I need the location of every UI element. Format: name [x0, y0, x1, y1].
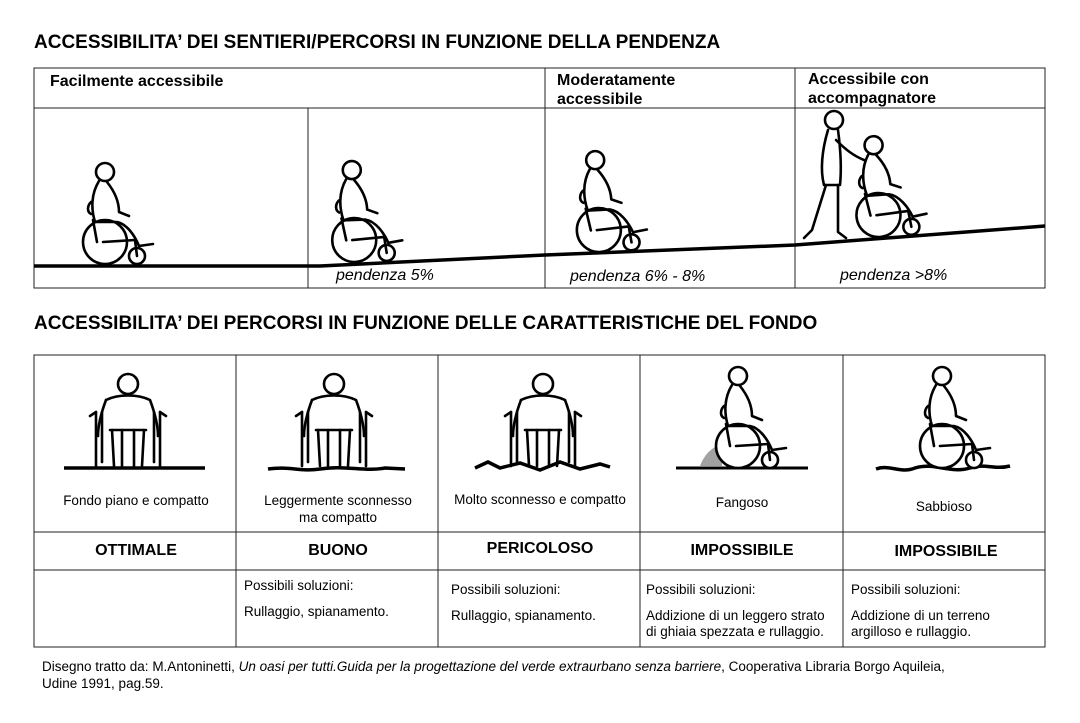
rating-label: BUONO: [308, 542, 368, 559]
wheelchair-sand-icon: [920, 367, 990, 468]
wheelchair-flat-icon: [83, 163, 153, 264]
solution-cell: Possibili soluzioni: Addizione di un leggero strato di ghiaia spezzata e rullaggio.: [646, 582, 825, 639]
wheelchair-front-icon: [505, 374, 581, 466]
rating-label: PERICOLOSO: [486, 540, 594, 557]
wheelchair-front-icon: [296, 374, 372, 466]
wheelchair-mud-icon: [716, 367, 786, 468]
ground-rough-icon: [475, 462, 610, 470]
solution-cell: Possibili soluzioni: Addizione di un terreno argilloso e rullaggio.: [851, 582, 990, 639]
source-credit: Disegno tratto da: M.Antoninetti, Un oasi per tutti.Guida per la progettazione del verde extraurbano senza barriere, Cooperativa Libraria Borgo Aquileia, Udine 1991, pag.59.: [42, 659, 945, 691]
wheelchair-slope-8-icon: [851, 133, 928, 239]
slope-section-title: ACCESSIBILITA’ DEI SENTIERI/PERCORSI IN FUNZIONE DELLA PENDENZA: [34, 32, 721, 53]
slope-label-5: pendenza 5%: [336, 267, 434, 284]
wheelchair-slope-6-8-icon: [573, 149, 648, 254]
rating-label: IMPOSSIBILE: [690, 542, 794, 559]
surface-caption: Leggermente sconnesso ma compatto: [264, 493, 412, 525]
surface-caption: Fondo piano e compatto: [63, 493, 209, 508]
category-moderate: Moderatamente accessibile: [557, 72, 676, 108]
rating-label: IMPOSSIBILE: [894, 543, 998, 560]
slope-label-6-8: pendenza 6% - 8%: [570, 268, 706, 285]
slope-label-8: pendenza >8%: [840, 267, 948, 284]
wheelchair-front-icon: [90, 374, 166, 466]
pusher-icon: [804, 111, 864, 238]
rating-label: OTTIMALE: [95, 542, 177, 559]
surface-caption: Sabbioso: [915, 499, 973, 514]
solution-cell: Possibili soluzioni: Rullaggio, spianamento.: [244, 578, 389, 619]
solution-cell: Possibili soluzioni: Rullaggio, spianamento.: [451, 582, 596, 623]
surface-section-title: ACCESSIBILITA’ DEI PERCORSI IN FUNZIONE DELLE CARATTERISTICHE DEL FONDO: [34, 313, 818, 334]
surface-caption: Molto sconnesso e compatto: [454, 492, 626, 507]
wheelchair-slope-5-icon: [329, 159, 402, 262]
ground-uneven-icon: [268, 468, 405, 470]
category-assisted: Accessibile con accompagnatore: [808, 71, 937, 107]
category-easy: Facilmente accessibile: [50, 73, 224, 90]
solution-cell: [40, 578, 232, 588]
surface-caption: Fangoso: [715, 495, 769, 510]
book-title: Un oasi per tutti.Guida per la progettazione del verde extraurbano senza barriere: [238, 659, 722, 674]
